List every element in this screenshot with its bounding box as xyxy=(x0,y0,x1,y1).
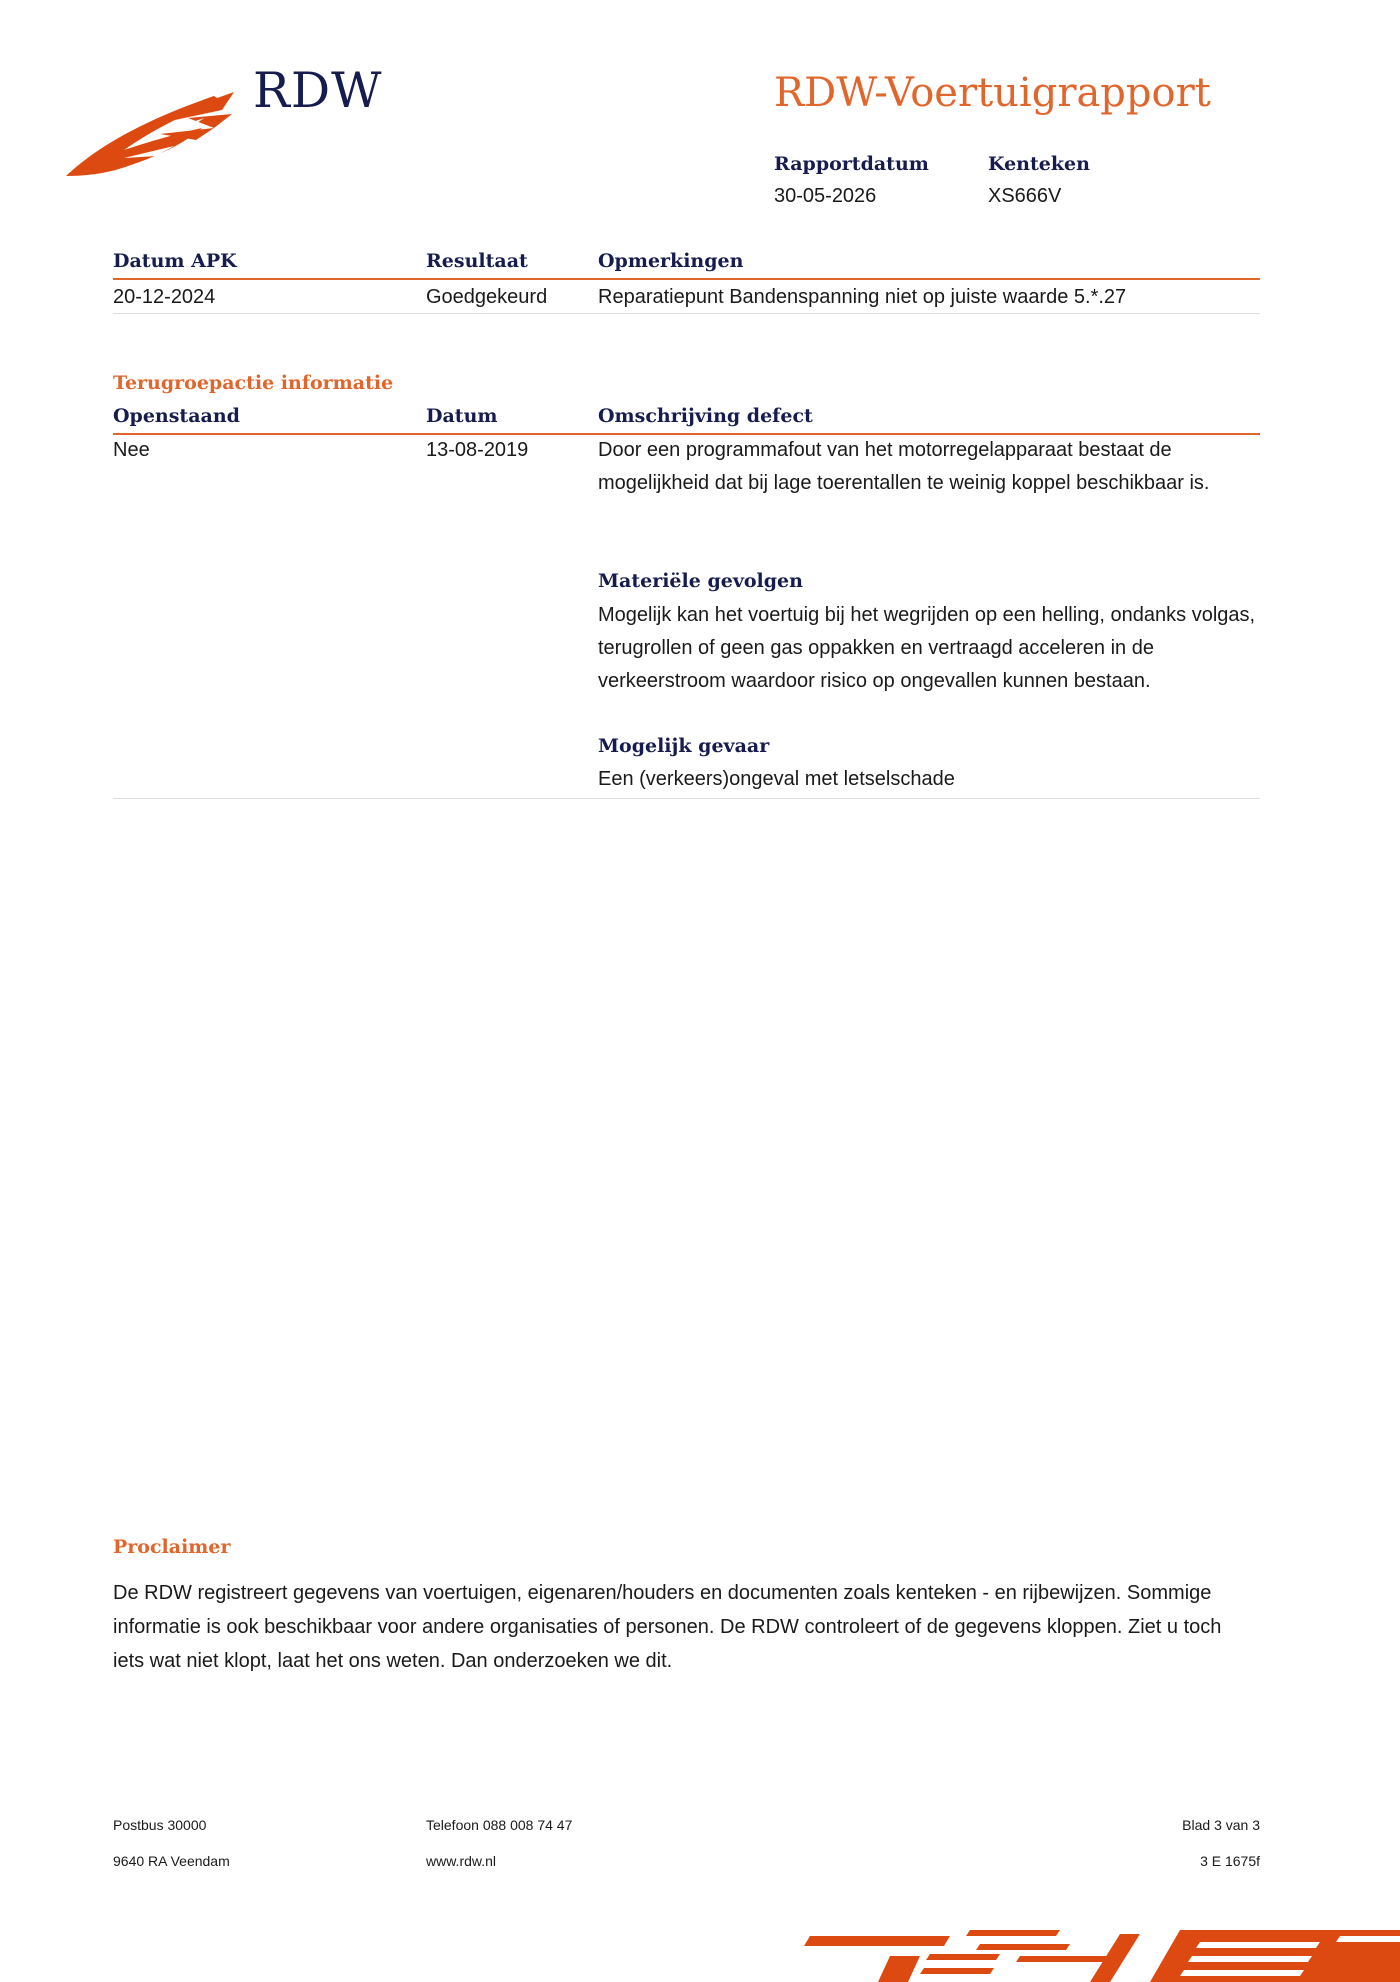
proclaimer-title: Proclaimer xyxy=(113,1536,231,1558)
footer-telefoon: Telefoon 088 008 74 47 xyxy=(426,1817,573,1833)
footer-page-number: Blad 3 van 3 xyxy=(1182,1817,1260,1833)
footer-postbus: Postbus 30000 xyxy=(113,1817,207,1833)
materiele-gevolgen-text: Mogelijk kan het voertuig bij het wegrijden op een helling, ondanks volgas, terugrollen of geen gas oppakken en vertraagd acceleren in de verkeerstroom waardoor risico op ongevallen kunnen bestaan. xyxy=(598,604,1256,692)
recall-openstaand-cell: Nee xyxy=(113,439,150,461)
kenteken-value: XS666V xyxy=(988,185,1062,207)
recall-header-openstaand: Openstaand xyxy=(113,405,240,427)
kenteken-label: Kenteken xyxy=(988,153,1090,175)
apk-row-divider xyxy=(113,313,1260,314)
rdw-wing-logo xyxy=(64,88,244,180)
recall-header-datum: Datum xyxy=(426,405,498,427)
apk-datum-cell: 20-12-2024 xyxy=(113,286,216,308)
apk-opmerkingen-cell: Reparatiepunt Bandenspanning niet op juiste waarde 5.*.27 xyxy=(598,286,1127,308)
recall-section-title: Terugroepactie informatie xyxy=(113,372,394,394)
recall-omschrijving-cell: Door een programmafout van het motorregelapparaat bestaat de mogelijkheid dat bij lage toerentallen te weinig koppel beschikbaar is. xyxy=(598,439,1210,494)
recall-row-divider xyxy=(113,798,1260,799)
footer-document-code: 3 E 1675f xyxy=(1200,1853,1260,1869)
footer-postcode: 9640 RA Veendam xyxy=(113,1853,230,1869)
recall-datum-cell: 13-08-2019 xyxy=(426,439,529,461)
rapportdatum-label: Rapportdatum xyxy=(774,153,929,175)
apk-header-opmerkingen: Opmerkingen xyxy=(598,250,744,272)
apk-header-datum: Datum APK xyxy=(113,250,237,272)
mogelijk-gevaar-label: Mogelijk gevaar xyxy=(598,735,770,757)
materiele-gevolgen-label: Materiële gevolgen xyxy=(598,570,803,592)
recall-header-omschrijving: Omschrijving defect xyxy=(598,405,813,427)
report-title: RDW-Voertuigrapport xyxy=(774,70,1211,116)
footer-website: www.rdw.nl xyxy=(426,1853,497,1869)
mogelijk-gevaar-text: Een (verkeers)ongeval met letselschade xyxy=(598,768,955,790)
apk-header-resultaat: Resultaat xyxy=(426,250,528,272)
proclaimer-text: De RDW registreert gegevens van voertuigen, eigenaren/houders en documenten zoals kenteken - en rijbewijzen. Sommige informatie is ook beschikbaar voor andere organisaties of personen. De RDW controleert of de gegevens kloppen. Ziet u toch iets wat niet klopt, laat het ons weten. Dan onderzoeken we dit. xyxy=(113,1582,1222,1672)
apk-header-divider xyxy=(113,278,1260,280)
rdw-stripes-decoration xyxy=(800,1926,1400,1982)
brand-wordmark: RDW xyxy=(253,62,383,119)
rapportdatum-value: 30-05-2026 xyxy=(774,185,877,207)
apk-resultaat-cell: Goedgekeurd xyxy=(426,286,548,308)
